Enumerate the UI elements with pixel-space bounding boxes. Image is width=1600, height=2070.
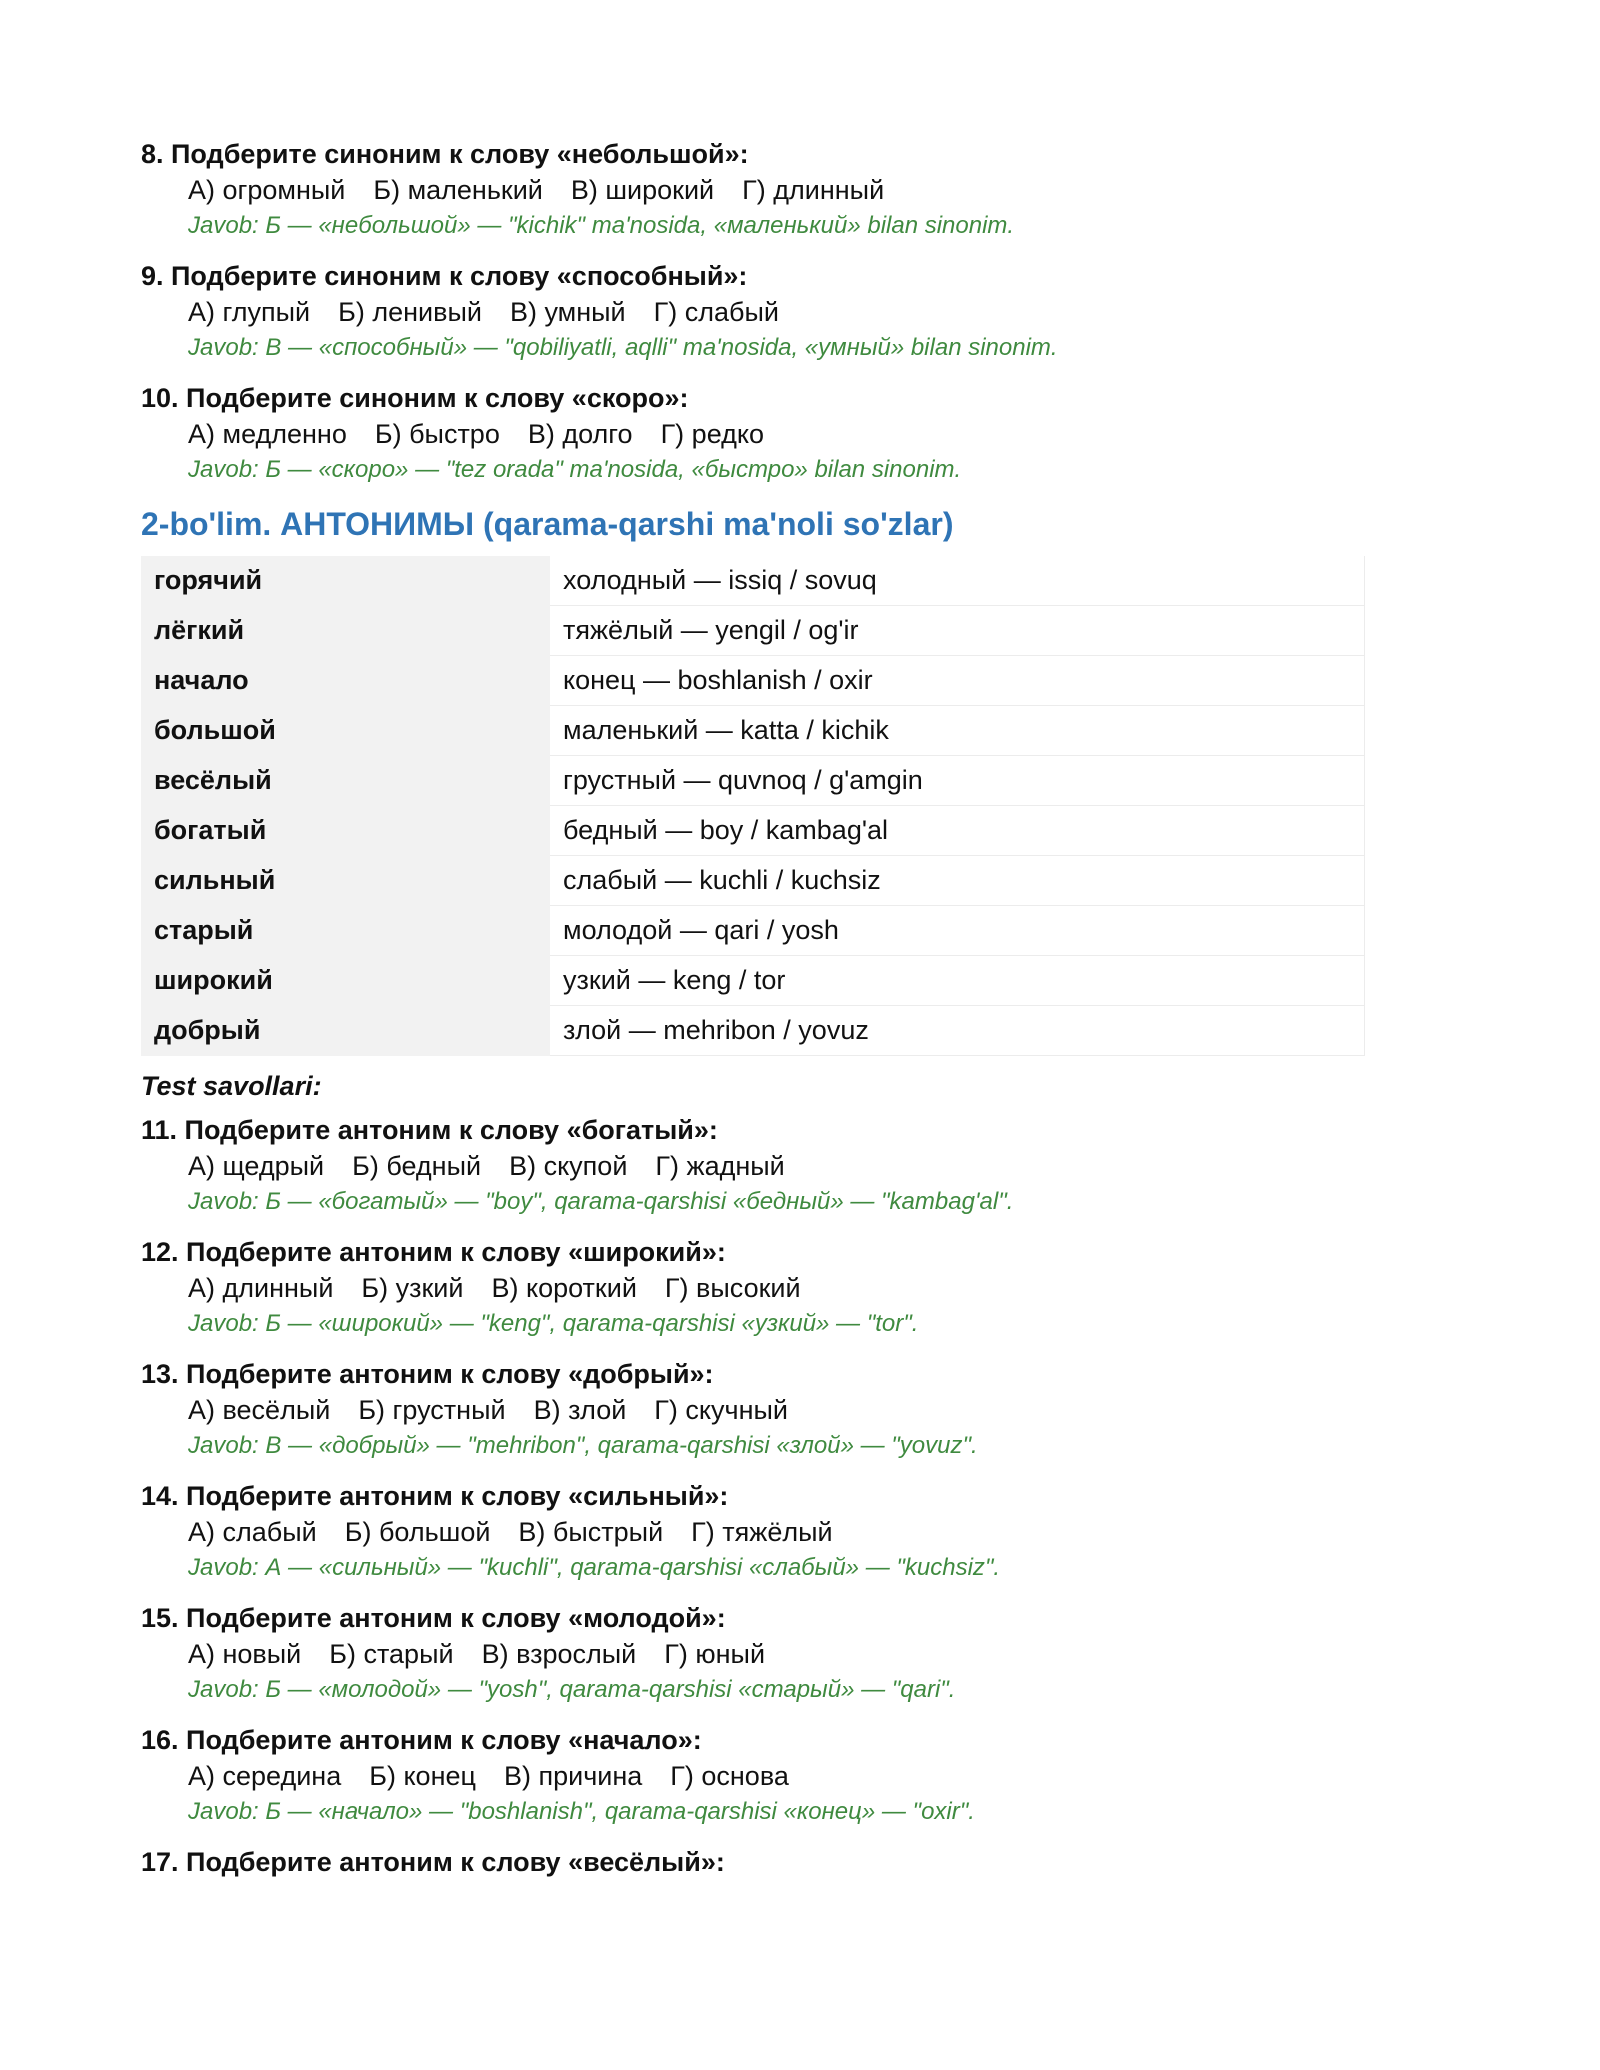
antonyms-table [141,556,1365,1056]
answer-explanation: Javob: В — «способный» — "qobiliyatli, aqlli" ma'nosida, «умный» bilan sinonim. [188,334,1058,361]
question-title: 10. Подберите синоним к слову «скоро»: [141,383,689,413]
antonym-word: богатый [141,806,550,856]
antonym-translation: молодой — qari / yosh [550,906,1365,956]
question-block [141,1478,1361,1586]
antonym-word: сильный [141,856,550,906]
answer-options [141,1148,1361,1184]
answer-option: А) длинный [188,1273,334,1303]
answer-option: Б) маленький [373,175,543,205]
answer-option: Б) узкий [361,1273,464,1303]
antonym-word: большой [141,706,550,756]
answer-option: Б) бедный [352,1151,482,1181]
antonym-translation: конец — boshlanish / oxir [550,656,1365,706]
question-title: 8. Подберите синоним к слову «небольшой»: [141,139,749,169]
question-title: 15. Подберите антоним к слову «молодой»: [141,1603,726,1633]
answer-option: Б) старый [329,1639,454,1669]
answer-options [141,1392,1361,1428]
answer-option: Г) основа [670,1761,789,1791]
answer-option: В) умный [509,297,626,327]
answer-explanation: Javob: Б — «богатый» — "boy", qarama-qarshisi «бедный» — "kambag'al". [188,1188,1014,1215]
question-block [141,1234,1361,1342]
document-page [141,136,1361,1894]
answer-explanation: Javob: Б — «скоро» — "tez orada" ma'nosida, «быстро» bilan sinonim. [188,456,962,483]
antonym-translation: тяжёлый — yengil / og'ir [550,606,1365,656]
answer-explanation: Javob: В — «добрый» — "mehribon", qarama-qarshisi «злой» — "yovuz". [188,1432,978,1459]
antonym-word: начало [141,656,550,706]
question-title: 17. Подберите антоним к слову «весёлый»: [141,1847,725,1877]
table-row [141,706,1365,756]
table-row [141,606,1365,656]
table-row [141,556,1365,606]
table-row [141,806,1365,856]
answer-options [141,1270,1361,1306]
antonym-translation: злой — mehribon / yovuz [550,1006,1365,1056]
antonym-word: старый [141,906,550,956]
answer-option: А) щедрый [188,1151,325,1181]
answer-option: Г) юный [664,1639,766,1669]
answer-option: Б) грустный [358,1395,506,1425]
answer-option: Б) ленивый [338,297,482,327]
antonym-word: весёлый [141,756,550,806]
answer-options [141,294,1361,330]
table-row [141,906,1365,956]
question-block [141,258,1361,366]
answer-option: В) злой [533,1395,627,1425]
question-block [141,380,1361,488]
table-row [141,956,1365,1006]
answer-explanation: Javob: А — «сильный» — "kuchli", qarama-qarshisi «слабый» — "kuchsiz". [188,1554,1001,1581]
antonym-word: горячий [141,556,550,606]
answer-option: Г) длинный [742,175,885,205]
antonym-translation: слабый — kuchli / kuchsiz [550,856,1365,906]
antonym-translation: грустный — quvnoq / g'amgin [550,756,1365,806]
question-title: 14. Подберите антоним к слову «сильный»: [141,1481,729,1511]
table-row [141,856,1365,906]
test-label: Test savollari: [141,1071,322,1101]
question-title: 16. Подберите антоним к слову «начало»: [141,1725,702,1755]
answer-explanation: Javob: Б — «молодой» — "yosh", qarama-qarshisi «старый» — "qari". [188,1676,956,1703]
synonym-questions [141,136,1361,488]
answer-option: В) быстрый [518,1517,664,1547]
antonym-translation: холодный — issiq / sovuq [550,556,1365,606]
table-row [141,1006,1365,1056]
question-block [141,136,1361,244]
answer-option: Б) большой [344,1517,491,1547]
answer-option: Б) конец [369,1761,476,1791]
answer-option: А) новый [188,1639,302,1669]
table-row [141,756,1365,806]
answer-option: Г) тяжёлый [691,1517,833,1547]
answer-option: А) весёлый [188,1395,331,1425]
question-title: 13. Подберите антоним к слову «добрый»: [141,1359,714,1389]
answer-option: В) взрослый [481,1639,637,1669]
table-row [141,656,1365,706]
answer-option: А) слабый [188,1517,317,1547]
answer-options [141,1758,1361,1794]
antonym-translation: бедный — boy / kambag'al [550,806,1365,856]
answer-options [141,172,1361,208]
answer-option: А) огромный [188,175,346,205]
answer-explanation: Javob: Б — «небольшой» — "kichik" ma'nosida, «маленький» bilan sinonim. [188,212,1015,239]
answer-option: А) глупый [188,297,311,327]
question-title: 12. Подберите антоним к слову «широкий»: [141,1237,726,1267]
answer-explanation: Javob: Б — «начало» — "boshlanish", qarama-qarshisi «конец» — "oxir". [188,1798,975,1825]
answer-option: Г) редко [660,419,765,449]
answer-options [141,416,1361,452]
answer-option: В) широкий [570,175,715,205]
question-block [141,1722,1361,1830]
section-heading: 2-bo'lim. АНТОНИМЫ (qarama-qarshi ma'noli so'zlar) [141,506,954,542]
antonym-translation: маленький — katta / kichik [550,706,1365,756]
question-block [141,1356,1361,1464]
antonym-translation: узкий — keng / tor [550,956,1365,1006]
answer-option: Г) высокий [664,1273,801,1303]
answer-option: А) середина [188,1761,342,1791]
answer-option: В) долго [527,419,633,449]
antonym-word: добрый [141,1006,550,1056]
question-block [141,1844,1361,1880]
answer-options [141,1514,1361,1550]
answer-option: Б) быстро [374,419,500,449]
answer-option: А) медленно [188,419,347,449]
antonym-questions [141,1112,1361,1880]
answer-option: В) скупой [509,1151,628,1181]
answer-option: Г) скучный [654,1395,788,1425]
answer-option: Г) жадный [655,1151,785,1181]
answer-options [141,1636,1361,1672]
answer-option: В) короткий [491,1273,637,1303]
question-block [141,1600,1361,1708]
question-block [141,1112,1361,1220]
answer-explanation: Javob: Б — «широкий» — "keng", qarama-qarshisi «узкий» — "tor". [188,1310,919,1337]
answer-option: В) причина [503,1761,643,1791]
answer-option: Г) слабый [653,297,779,327]
question-title: 9. Подберите синоним к слову «способный»: [141,261,748,291]
antonym-word: широкий [141,956,550,1006]
question-title: 11. Подберите антоним к слову «богатый»: [141,1115,718,1145]
antonym-word: лёгкий [141,606,550,656]
